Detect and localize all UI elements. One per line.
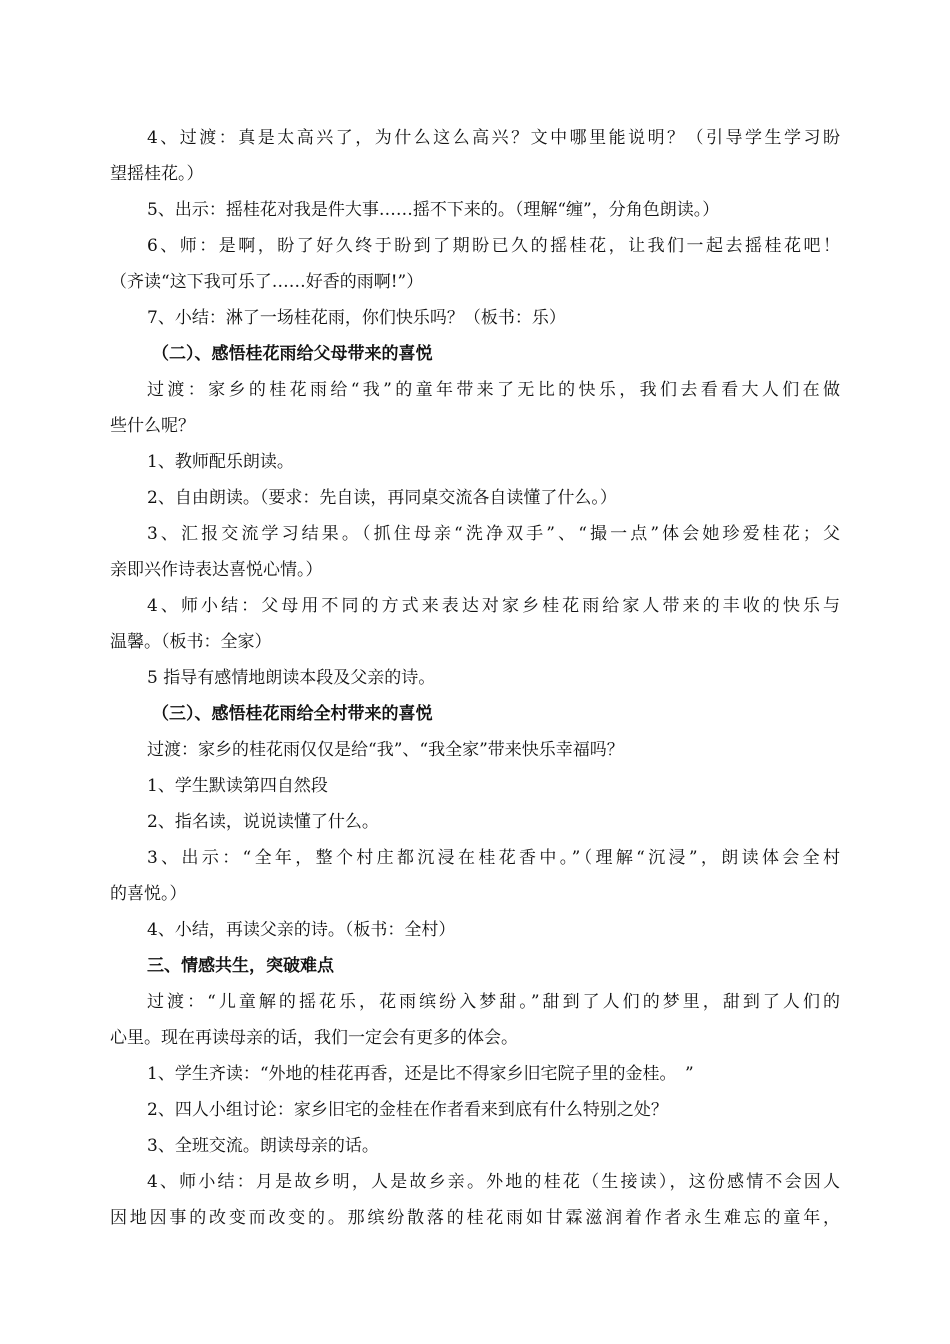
paragraph-line: 因地因事的改变而改变的。那缤纷散落的桂花雨如甘霖滋润着作者永生难忘的童年，	[110, 1208, 840, 1228]
section-heading: 三、情感共生，突破难点	[147, 956, 334, 976]
paragraph-line: 2、自由朗读。（要求：先自读，再同桌交流各自读懂了什么。）	[147, 488, 617, 508]
paragraph-line: 7、小结：淋了一场桂花雨，你们快乐吗？（板书：乐）	[147, 308, 566, 328]
paragraph-line: 些什么呢？	[110, 416, 195, 436]
paragraph-line: （齐读“这下我可乐了……好香的雨啊!”）	[110, 272, 424, 292]
section-heading: （二）、感悟桂花雨给父母带来的喜悦	[152, 344, 433, 364]
paragraph-line: 心里。现在再读母亲的话，我们一定会有更多的体会。	[110, 1028, 518, 1048]
paragraph-line: 过渡：家乡的桂花雨仅仅是给“我”、“我全家”带来快乐幸福吗？	[147, 740, 624, 760]
paragraph-line: 5、出示：摇桂花对我是件大事……摇不下来的。（理解“缠”，分角色朗读。）	[147, 200, 720, 220]
paragraph-line: 3、出示：“全年，整个村庄都沉浸在桂花香中。”（理解“沉浸”，朗读体会全村	[147, 848, 840, 868]
paragraph-line: 温馨。（板书：全家）	[110, 632, 272, 652]
paragraph-line: 3、汇报交流学习结果。（抓住母亲“洗净双手”、“撮一点”体会她珍爱桂花；父	[147, 524, 840, 544]
paragraph-line: 的喜悦。）	[110, 884, 187, 904]
paragraph-line: 1、学生默读第四自然段	[147, 776, 328, 796]
paragraph-line: 2、四人小组讨论：家乡旧宅的金桂在作者看来到底有什么特别之处？	[147, 1100, 668, 1120]
paragraph-line: 望摇桂花。）	[110, 164, 204, 184]
paragraph-line: 1、学生齐读：“外地的桂花再香，还是比不得家乡旧宅院子里的金桂。 ”	[147, 1064, 694, 1084]
paragraph-line: 过渡：“儿童解的摇花乐，花雨缤纷入梦甜。”甜到了人们的梦里，甜到了人们的	[147, 992, 840, 1012]
paragraph-line: 亲即兴作诗表达喜悦心情。）	[110, 560, 323, 580]
paragraph-line: 4、过渡：真是太高兴了，为什么这么高兴？文中哪里能说明？（引导学生学习盼	[147, 128, 840, 148]
paragraph-line: 5 指导有感情地朗读本段及父亲的诗。	[147, 668, 436, 688]
section-heading: （三）、感悟桂花雨给全村带来的喜悦	[152, 704, 433, 724]
paragraph-line: 1、教师配乐朗读。	[147, 452, 294, 472]
paragraph-line: 2、指名读，说说读懂了什么。	[147, 812, 379, 832]
paragraph-line: 6、师：是啊，盼了好久终于盼到了期盼已久的摇桂花，让我们一起去摇桂花吧！	[147, 236, 840, 256]
paragraph-line: 3、全班交流。朗读母亲的话。	[147, 1136, 379, 1156]
paragraph-line: 4、师小结：父母用不同的方式来表达对家乡桂花雨给家人带来的丰收的快乐与	[147, 596, 840, 616]
paragraph-line: 4、小结，再读父亲的诗。（板书：全村）	[147, 920, 456, 940]
paragraph-line: 过渡：家乡的桂花雨给“我”的童年带来了无比的快乐，我们去看看大人们在做	[147, 380, 840, 400]
document-body	[110, 120, 840, 1236]
paragraph-line: 4、师小结：月是故乡明，人是故乡亲。外地的桂花（生接读），这份感情不会因人	[147, 1172, 840, 1192]
